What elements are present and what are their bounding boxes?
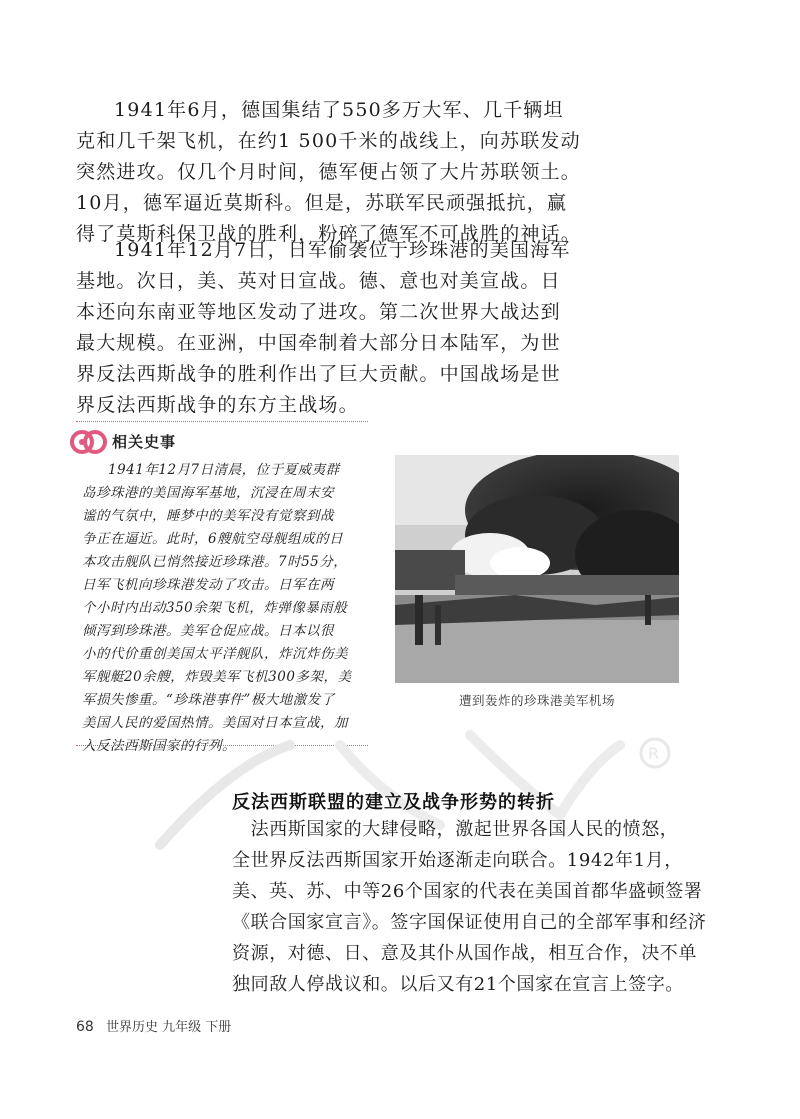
text-line: 1941年6月，德国集结了550多万大军、几千辆坦 xyxy=(114,99,564,121)
sidebar-line: 本攻击舰队已悄然接近珍珠港。7时55分， xyxy=(82,554,348,570)
text-line: 界反法西斯战争的胜利作出了巨大贡献。中国战场是世 xyxy=(76,363,561,385)
text-line: 资源，对德、日、意及其仆从国作战，相互合作，决不单 xyxy=(232,943,697,964)
text-line: 独同敌人停战议和。以后又有21个国家在宣言上签字。 xyxy=(232,974,684,995)
text-line: 界反法西斯战争的东方主战场。 xyxy=(76,394,359,416)
related-history-logo-icon xyxy=(70,426,108,458)
section-heading: 反法西斯联盟的建立及战争形势的转折 xyxy=(232,792,555,813)
text-line: 《联合国家宣言》。签字国保证使用自己的全部军事和经济 xyxy=(232,912,707,933)
page-number: 68 xyxy=(76,1019,94,1035)
sidebar-line: 1941年12月7日清晨，位于夏威夷群 xyxy=(108,462,340,478)
sidebar-line: 倾泻到珍珠港。美军仓促应战。日本以很 xyxy=(82,623,334,639)
text-line: 美、英、苏、中等26个国家的代表在美国首都华盛顿签署 xyxy=(232,881,703,902)
photo-caption: 遭到轰炸的珍珠港美军机场 xyxy=(458,693,615,708)
text-line: 克和几千架飞机，在约1 500千米的战线上，向苏联发动 xyxy=(76,130,581,152)
text-line: 全世界反法西斯国家开始逐渐走向联合。1942年1月， xyxy=(232,850,683,871)
sidebar-line: 谧的气氛中，睡梦中的美军没有觉察到战 xyxy=(82,508,334,524)
text-line: 基地。次日，美、英对日宣战。德、意也对美宣战。日 xyxy=(76,270,561,292)
text-line: 法西斯国家的大肆侵略，激起世界各国人民的愤怒， xyxy=(232,819,679,840)
book-title: 世界历史 九年级 下册 xyxy=(105,1020,232,1035)
text-line: 突然进攻。仅几个月时间，德军便占领了大片苏联领土。 xyxy=(76,161,582,183)
sidebar-line: 个小时内出动350余架飞机，炸弹像暴雨般 xyxy=(82,600,348,616)
sidebar-line: 岛珍珠港的美国海军基地，沉浸在周末安 xyxy=(82,485,334,501)
sidebar-top-divider xyxy=(76,421,368,422)
text-line: 得了莫斯科保卫战的胜利，粉碎了德军不可战胜的神话。 xyxy=(76,223,582,245)
page-footer xyxy=(76,1016,231,1035)
sidebar-line: 争正在逼近。此时，6艘航空母舰组成的日 xyxy=(82,531,344,547)
sidebar-line: 日军飞机向珍珠港发动了攻击。日军在两 xyxy=(82,577,334,593)
pearl-harbor-photo xyxy=(395,455,679,683)
sidebar-line: 军舰艇20余艘，炸毁美军飞机300多架，美 xyxy=(82,669,352,685)
sidebar-line: 小的代价重创美国太平洋舰队，炸沉炸伤美 xyxy=(82,646,348,662)
paragraph-anti-fascist-alliance xyxy=(232,814,707,1000)
text-line: 本还向东南亚等地区发动了进攻。第二次世界大战达到 xyxy=(76,301,561,323)
text-line: 10月，德军逼近莫斯科。但是，苏联军民顽强抵抗，赢 xyxy=(76,192,568,214)
svg-text:R: R xyxy=(648,744,660,763)
sidebar-line: 军损失惨重。“珍珠港事件”极大地激发了 xyxy=(82,692,335,708)
sidebar-title: 相关史事 xyxy=(112,433,177,451)
paragraph-pearl-harbor xyxy=(76,235,571,421)
text-line: 最大规模。在亚洲，中国牵制着大部分日本陆军，为世 xyxy=(76,332,561,354)
text-line: 1941年12月7日，日军偷袭位于珍珠港的美国海军 xyxy=(114,239,571,261)
sidebar-line: 入反法西斯国家的行列。 xyxy=(82,738,236,754)
sidebar-line: 美国人民的爱国热情。美国对日本宣战，加 xyxy=(82,715,348,731)
